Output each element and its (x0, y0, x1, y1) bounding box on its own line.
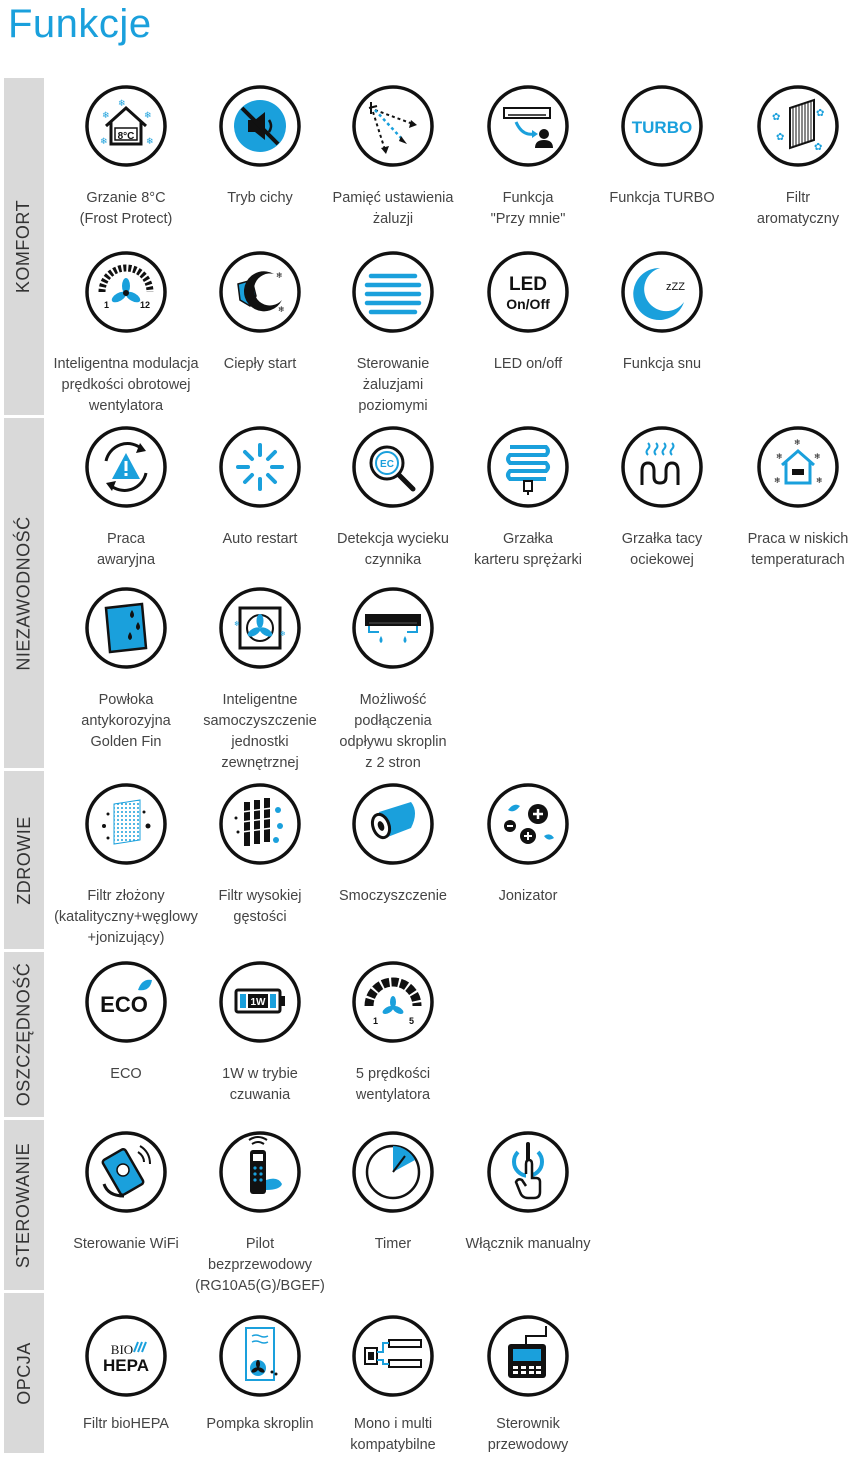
section-label: OPCJA (13, 1341, 34, 1405)
feature-label: Sterowanie WiFi (73, 1236, 179, 1252)
feature-label: ECO (110, 1066, 142, 1082)
feature-label: Filtr złożony (katalityczny+węglowy +jonizujący) (54, 888, 198, 946)
turbo-text: TURBO (631, 118, 693, 137)
svg-text:❄: ❄ (280, 630, 286, 638)
fan-max-text: 12 (140, 300, 151, 310)
eco-text: ECO (100, 992, 148, 1017)
svg-text:✿: ✿ (772, 112, 781, 123)
section-zdrowie (4, 771, 44, 949)
standby-1w-icon (218, 960, 302, 1044)
svg-text:❄: ❄ (144, 111, 152, 121)
onoff-text: On/Off (506, 296, 550, 312)
svg-text:❄: ❄ (102, 111, 110, 121)
section-opcja (4, 1293, 44, 1453)
ionizer-icon (486, 782, 570, 866)
svg-text:❄: ❄ (146, 137, 154, 147)
page-title: Funkcje (8, 2, 152, 46)
sleep-icon (620, 250, 704, 334)
section-komfort (4, 78, 44, 415)
emergency-icon (84, 425, 168, 509)
section-label: ZDROWIE (13, 815, 34, 905)
eco-icon (84, 960, 168, 1044)
drip-tray-heater-icon (620, 425, 704, 509)
feature-label: Sterownik przewodowy (487, 1416, 569, 1453)
crankcase-heater-icon (486, 425, 570, 509)
feature-label: Pilot bezprzewodowy (RG10A5(G)/BGEF) (195, 1236, 325, 1294)
section-niezawodnosc (4, 418, 44, 768)
condensate-pump-icon (218, 1314, 302, 1398)
svg-text:✿: ✿ (816, 108, 825, 119)
feature-label: Pamięć ustawienia żaluzji (332, 190, 454, 227)
svg-text:❄: ❄ (100, 137, 108, 147)
1w-text: 1W (250, 997, 266, 1008)
svg-text:❄: ❄ (234, 620, 240, 628)
bio-text: BIO (110, 1342, 134, 1357)
feature-label: Filtr bioHEPA (83, 1416, 169, 1432)
feature-label: Praca w niskich temperaturach (747, 531, 849, 568)
follow-me-icon (486, 84, 570, 168)
feature-label: Smoczyszczenie (339, 888, 447, 904)
speed-max-text: 5 (409, 1016, 415, 1026)
svg-text:❄: ❄ (814, 452, 821, 461)
svg-text:❄: ❄ (816, 476, 823, 485)
feature-label: Detekcja wycieku czynnika (336, 531, 449, 568)
svg-text:❄: ❄ (278, 305, 285, 314)
feature-label: Grzanie 8°C (Frost Protect) (79, 190, 173, 227)
feature-label: Praca awaryjna (96, 531, 156, 568)
feature-label: Filtr wysokiej gęstości (218, 888, 302, 925)
composite-filter-icon (84, 782, 168, 866)
five-speed-icon (351, 960, 435, 1044)
fan-min-text: 1 (104, 300, 110, 310)
feature-label: Powłoka antykorozyjna Golden Fin (81, 692, 171, 750)
fan-modulation-icon (84, 250, 168, 334)
svg-text:❄: ❄ (794, 438, 801, 447)
led-text: LED (509, 274, 547, 295)
zzz-text: zZZ (666, 281, 685, 293)
feature-label: Auto restart (222, 531, 298, 547)
wifi-control-icon (84, 1130, 168, 1214)
golden-fin-icon (84, 586, 168, 670)
horizontal-louver-icon (351, 250, 435, 334)
feature-label: Inteligentna modulacja prędkości obrotowej wentylatora (53, 356, 199, 414)
feature-label: Możliwość podłączenia odpływu skroplin z 2 stron (339, 692, 447, 771)
svg-text:❄: ❄ (276, 271, 283, 280)
feature-label: Grzałka tacy ociekowej (621, 531, 703, 568)
hepa-text: HEPA (103, 1356, 149, 1375)
section-sterowanie (4, 1120, 44, 1290)
mono-multi-icon (351, 1314, 435, 1398)
self-clean-icon (351, 782, 435, 866)
feature-label: Pompka skroplin (206, 1416, 314, 1432)
section-label: STEROWANIE (13, 1142, 34, 1268)
feature-label: Ciepły start (223, 356, 297, 372)
low-temp-icon (756, 425, 840, 509)
feature-label: 1W w trybie czuwania (222, 1066, 298, 1103)
feature-label: Grzałka karteru sprężarki (474, 531, 582, 568)
high-density-filter-icon (218, 782, 302, 866)
svg-text:❄: ❄ (118, 99, 126, 109)
feature-label: Inteligentne samoczyszczenie jednostki zewnętrznej (203, 692, 317, 771)
wired-controller-icon (486, 1314, 570, 1398)
section-oszczednosc (4, 952, 44, 1117)
timer-icon (351, 1130, 435, 1214)
svg-text:❄: ❄ (774, 476, 781, 485)
feature-label: Timer (374, 1236, 412, 1252)
feature-label: Jonizator (498, 888, 558, 904)
biohepa-icon (84, 1314, 168, 1398)
frost-temp-text: 8°C (117, 131, 135, 142)
house-8c-icon (84, 84, 168, 168)
svg-text:✿: ✿ (814, 142, 823, 153)
manual-switch-icon (486, 1130, 570, 1214)
leak-detection-icon (351, 425, 435, 509)
section-label: NIEZAWODNOŚĆ (13, 515, 34, 671)
dual-drain-icon (351, 586, 435, 670)
led-icon (486, 250, 570, 334)
feature-label: Filtr aromatyczny (756, 190, 840, 227)
feature-label: Funkcja snu (622, 356, 702, 372)
section-label: KOMFORT (13, 199, 34, 294)
svg-text:❄: ❄ (776, 452, 783, 461)
svg-text:✿: ✿ (776, 132, 785, 143)
silent-speaker-icon (218, 84, 302, 168)
feature-label: Funkcja TURBO (609, 190, 715, 206)
feature-label: 5 prędkości wentylatora (355, 1066, 431, 1103)
feature-label: Tryb cichy (227, 190, 293, 206)
aroma-filter-icon (756, 84, 840, 168)
turbo-icon (620, 84, 704, 168)
feature-label: Sterowanie żaluzjami poziomymi (356, 356, 430, 414)
warm-start-icon (218, 250, 302, 334)
speed-min-text: 1 (373, 1016, 379, 1026)
feature-label: Włącznik manualny (465, 1236, 591, 1252)
section-label: OSZCZĘDNOŚĆ (13, 962, 34, 1107)
feature-label: LED on/off (493, 356, 563, 372)
remote-icon (218, 1130, 302, 1214)
auto-restart-icon (218, 425, 302, 509)
feature-label: Funkcja "Przy mnie" (490, 190, 566, 227)
louver-memory-icon (351, 84, 435, 168)
feature-label: Mono i multi kompatybilne (350, 1416, 436, 1453)
ec-text: EC (380, 459, 394, 470)
outdoor-self-clean-icon (218, 586, 302, 670)
